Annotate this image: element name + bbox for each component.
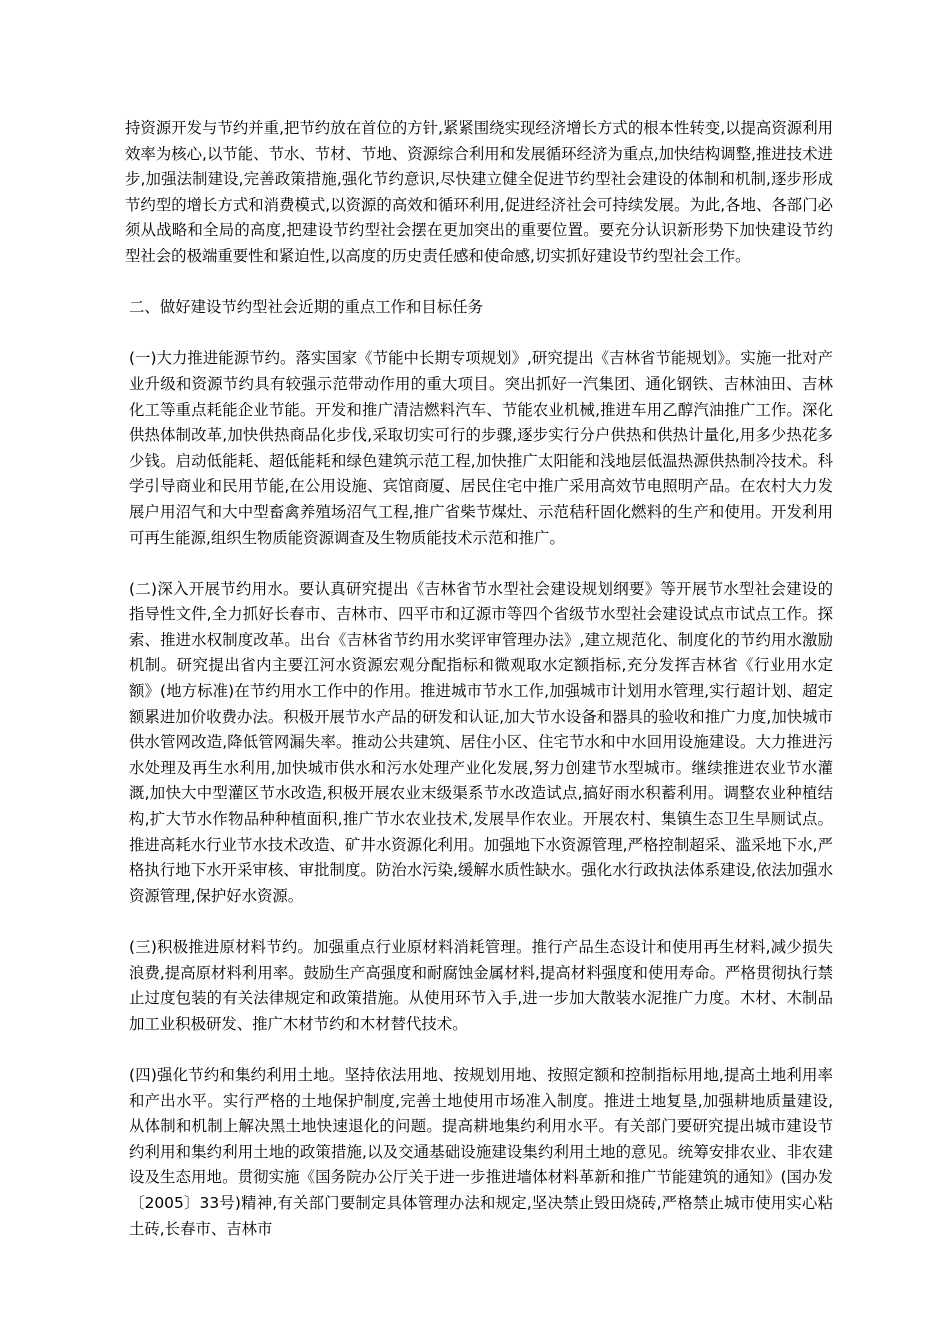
land-use-paragraph: (四)强化节约和集约利用土地。坚持依法用地、按规划用地、按照定额和控制指标用地,提高土地利用率和产出水平。实行严格的土地保护制度,完善土地使用市场准入制度。推进土地复垦,加强耕地质量建设,从体制和机制上解决黑土地快速退化的问题。提高耕地集约利用水平。有关部门要研究提出城市建设节约利用和集约利用土地的政策措施,以及交通基础设施建设集约利用土地的意见。统筹安排农业、非农建设及生态用地。贯彻实施《国务院办公厅关于进一步推进墙体材料革新和推广节能建筑的通知》(国办发〔2005〕33号)精神,有关部门要制定具体管理办法和规定,坚决禁止毁田烧砖,严格禁止城市使用实心粘土砖,长春市、吉林市 — [129, 1065, 833, 1238]
document-page — [125, 116, 833, 1268]
water-saving-paragraph: (二)深入开展节约用水。要认真研究提出《吉林省节水型社会建设规划纲要》等开展节水型社会建设的指导性文件,全力抓好长春市、吉林市、四平市和辽源市等四个省级节水型社会建设试点市试点工作。探索、推进水权制度改革。出台《吉林省节约用水奖评审管理办法》,建立规范化、制度化的节约用水激励机制。研究提出省内主要江河水资源宏观分配指标和微观取水定额指标,充分发挥吉林省《行业用水定额》(地方标准)在节约用水工作中的作用。推进城市节水工作,加强城市计划用水管理,实行超计划、超定额累进加价收费办法。积极开展节水产品的研发和认证,加大节水设备和器具的验收和推广力度,加快城市供水管网改造,降低管网漏失率。推动公共建筑、居住小区、住宅节水和中水回用设施建设。大力推进污水处理及再生水利用,加快城市供水和污水处理产业化发展,努力创建节水型城市。继续推进农业节水灌溉,加快大中型灌区节水改造,积极开展农业末级渠系节水改造试点,搞好雨水积蓄利用。调整农业种植结构,扩大节水作物品种种植面积,推广节水农业技术,发展旱作农业。开展农村、集镇生态卫生旱厕试点。推进高耗水行业节水技术改造、矿井水资源化利用。加强地下水资源管理,严格控制超采、滥采地下水,严格执行地下水开采审核、审批制度。防治水污染,缓解水质性缺水。强化水行政执法体系建设,依法加强水资源管理,保护好水资源。 — [129, 579, 833, 905]
energy-saving-paragraph: (一)大力推进能源节约。落实国家《节能中长期专项规划》,研究提出《吉林省节能规划》。实施一批对产业升级和资源节约具有较强示范带动作用的重大项目。突出抓好一汽集团、通化钢铁、吉林油田、吉林化工等重点耗能企业节能。开发和推广清洁燃料汽车、节能农业机械,推进车用乙醇汽油推广工作。深化供热体制改革,加快供热商品化步伐,采取切实可行的步骤,逐步实行分户供热和供热计量化,用多少热花多少钱。启动低能耗、超低能耗和绿色建筑示范工程,加快推广太阳能和浅地层低温热源供热制冷技术。科学引导商业和民用节能,在公用设施、宾馆商厦、居民住宅中推广采用高效节电照明产品。在农村大力发展户用沼气和大中型畜禽养殖场沼气工程,推广省柴节煤灶、示范秸秆固化燃料的生产和使用。开发利用可再生能源,组织生物质能资源调查及生物质能技术示范和推广。 — [129, 349, 833, 547]
intro-paragraph: 持资源开发与节约并重,把节约放在首位的方针,紧紧围绕实现经济增长方式的根本性转变,以提高资源利用效率为核心,以节能、节水、节材、节地、资源综合利用和发展循环经济为重点,加快结构调整,推进技术进步,加强法制建设,完善政策措施,强化节约意识,尽快建立健全促进节约型社会建设的体制和机制,逐步形成节约型的增长方式和消费模式,以资源的高效和循环利用,促进经济社会可持续发展。为此,各地、各部门必须从战略和全局的高度,把建设节约型社会摆在更加突出的重要位置。要充分认识新形势下加快建设节约型社会的极端重要性和紧迫性,以高度的历史责任感和使命感,切实抓好建设节约型社会工作。 — [125, 119, 833, 265]
materials-saving-paragraph: (三)积极推进原材料节约。加强重点行业原材料消耗管理。推行产品生态设计和使用再生材料,减少损失浪费,提高原材料利用率。鼓励生产高强度和耐腐蚀金属材料,提高材料强度和使用寿命。严格贯彻执行禁止过度包装的有关法律规定和政策措施。从使用环节入手,进一步加大散装水泥推广力度。木材、木制品加工业积极研发、推广木材节约和木材替代技术。 — [129, 938, 833, 1033]
section-heading: 二、做好建设节约型社会近期的重点工作和目标任务 — [129, 298, 483, 317]
